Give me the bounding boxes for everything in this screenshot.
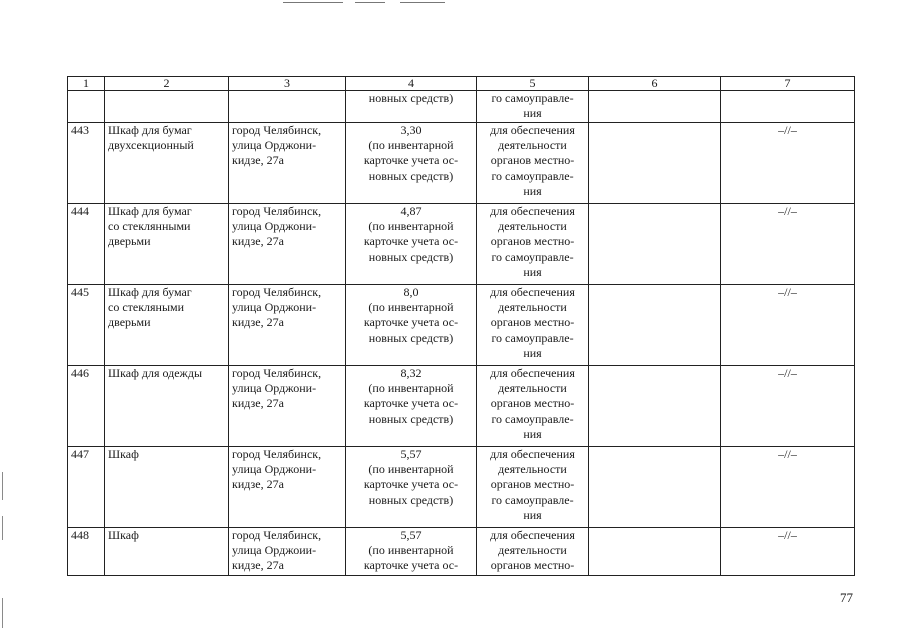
cell-line: город Челябинск, <box>232 447 322 461</box>
table-row <box>68 447 855 528</box>
header-cell-4: 4 <box>346 77 477 91</box>
scan-artifact-line <box>355 2 385 3</box>
cell-line: органов местно- <box>490 477 575 492</box>
cell-line: кидзе, 27а <box>232 234 284 249</box>
cell-line: Шкаф для бумаг <box>108 123 192 137</box>
cell-line: для обеспечения <box>490 366 575 380</box>
cell-line: Шкаф <box>108 528 139 542</box>
cell-line: 8,32 <box>400 366 422 380</box>
cell-line: 4,87 <box>400 204 422 218</box>
cell-line: 5,57 <box>400 447 422 461</box>
item-name-cell <box>105 447 229 528</box>
purpose-cell <box>477 204 589 285</box>
cell-line: ния <box>523 507 542 522</box>
scan-artifact-mark <box>2 516 3 540</box>
cell-line: органов местно- <box>490 558 575 573</box>
cell-line: улица Орджони- <box>232 219 317 234</box>
value-cell <box>346 204 477 285</box>
cell-line: органов местно- <box>490 315 575 330</box>
cell-line: (по инвентарной <box>368 138 454 153</box>
header-cell-1: 1 <box>68 77 105 91</box>
row-number-cell: 445 <box>68 285 105 366</box>
scan-artifact-line <box>400 2 445 3</box>
header-cell-7: 7 <box>721 77 855 91</box>
item-name-cell <box>105 366 229 447</box>
cell-line: го самоуправле- <box>491 168 574 183</box>
cell-line: ния <box>523 426 542 441</box>
cell-line: улица Орджони- <box>232 462 317 477</box>
address-cell <box>229 366 346 447</box>
cell-line: новных средств) <box>368 411 454 426</box>
cell-line: деятельности <box>498 138 567 153</box>
cell-line: дверьми <box>108 315 151 330</box>
cell-line: (по инвентарной <box>368 300 454 315</box>
column-6-cell <box>589 366 721 447</box>
cell-line: карточке учета ос- <box>363 477 459 492</box>
header-cell-2: 2 <box>105 77 229 91</box>
address-cell <box>229 91 346 123</box>
item-name-cell <box>105 123 229 204</box>
column-6-cell <box>589 123 721 204</box>
purpose-cell <box>477 366 589 447</box>
ditto-mark-cell: –//– <box>721 123 855 204</box>
item-name-cell <box>105 204 229 285</box>
header-cell-6: 6 <box>589 77 721 91</box>
value-cell <box>346 528 477 576</box>
cell-line: для обеспечения <box>490 204 575 218</box>
cell-line: город Челябинск, <box>232 285 322 299</box>
cell-line: деятельности <box>498 219 567 234</box>
cell-line: для обеспечения <box>490 447 575 461</box>
cell-line: со стекляными <box>108 300 185 315</box>
cell-line: дверьми <box>108 234 151 249</box>
address-cell <box>229 447 346 528</box>
value-cell <box>346 285 477 366</box>
row-number-cell: 446 <box>68 366 105 447</box>
cell-line: 3,30 <box>400 123 422 137</box>
table-row <box>68 528 855 576</box>
cell-line: Шкаф для одежды <box>108 366 203 380</box>
purpose-cell <box>477 528 589 576</box>
item-name-cell <box>105 528 229 576</box>
header-row <box>68 77 855 91</box>
cell-line: ния <box>523 264 542 279</box>
cell-line: (по инвентарной <box>368 462 454 477</box>
column-6-cell <box>589 528 721 576</box>
table-row <box>68 204 855 285</box>
value-cell <box>346 366 477 447</box>
address-cell <box>229 123 346 204</box>
ditto-mark-cell: –//– <box>721 285 855 366</box>
table-row <box>68 285 855 366</box>
address-cell <box>229 528 346 576</box>
scan-artifact-line <box>283 2 343 3</box>
cell-line: новных средств) <box>368 249 454 264</box>
cell-line: карточке учета ос- <box>363 234 459 249</box>
cell-line: кидзе, 27а <box>232 315 284 330</box>
continuation-row <box>68 91 855 123</box>
cell-line: (по инвентарной <box>368 219 454 234</box>
cell-line: для обеспечения <box>490 528 575 542</box>
cell-line: деятельности <box>498 300 567 315</box>
value-cell <box>346 447 477 528</box>
cell-line: (по инвентарной <box>368 381 454 396</box>
header-cell-5: 5 <box>477 77 589 91</box>
cell-line: карточке учета ос- <box>363 396 459 411</box>
row-number-cell: 447 <box>68 447 105 528</box>
cell-line: ния <box>523 106 542 121</box>
address-cell <box>229 204 346 285</box>
ditto-mark-cell: –//– <box>721 447 855 528</box>
row-number-cell: 448 <box>68 528 105 576</box>
cell-line: новных средств) <box>368 492 454 507</box>
cell-line: город Челябинск, <box>232 366 322 380</box>
cell-line: органов местно- <box>490 153 575 168</box>
purpose-cell <box>477 91 589 123</box>
cell-line: улица Орджони- <box>232 300 317 315</box>
cell-line: деятельности <box>498 381 567 396</box>
cell-line: го самоуправле- <box>491 91 574 105</box>
cell-line: улица Орджони- <box>232 138 317 153</box>
cell-line: 8,0 <box>403 285 419 299</box>
value-cell <box>346 91 477 123</box>
scan-artifact-mark <box>2 598 3 628</box>
cell-line: для обеспечения <box>490 123 575 137</box>
cell-line: карточке учета ос- <box>363 315 459 330</box>
scan-artifact-mark <box>2 472 3 500</box>
cell-line: улица Орджоии- <box>232 543 317 558</box>
cell-line: Шкаф для бумаг <box>108 285 192 299</box>
purpose-cell <box>477 285 589 366</box>
cell-line: улица Орджони- <box>232 381 317 396</box>
cell-line: го самоуправле- <box>491 492 574 507</box>
cell-line: го самоуправле- <box>491 411 574 426</box>
ditto-mark-cell: –//– <box>721 528 855 576</box>
page-number: 77 <box>840 590 853 605</box>
cell-line: кидзе, 27а <box>232 477 284 492</box>
cell-line: Шкаф <box>108 447 139 461</box>
row-number-cell: 444 <box>68 204 105 285</box>
ditto-mark-cell <box>721 91 855 123</box>
cell-line: кидзе, 27а <box>232 558 284 573</box>
cell-line: карточке учета ос- <box>363 153 459 168</box>
cell-line: новных средств) <box>368 91 454 105</box>
item-name-cell <box>105 91 229 123</box>
cell-line: кидзе, 27а <box>232 396 284 411</box>
cell-line: (по инвентарной <box>368 543 454 558</box>
item-name-cell <box>105 285 229 366</box>
address-cell <box>229 285 346 366</box>
ditto-mark-cell: –//– <box>721 366 855 447</box>
inventory-table <box>67 76 855 576</box>
cell-line: со стеклянными <box>108 219 191 234</box>
column-6-cell <box>589 91 721 123</box>
cell-line: го самоуправле- <box>491 330 574 345</box>
cell-line: го самоуправле- <box>491 249 574 264</box>
purpose-cell <box>477 447 589 528</box>
cell-line: для обеспечения <box>490 285 575 299</box>
cell-line: карточке учета ос- <box>363 558 459 573</box>
cell-line: 5,57 <box>400 528 422 542</box>
cell-line: деятельности <box>498 543 567 558</box>
column-6-cell <box>589 285 721 366</box>
cell-line: город Челябинск, <box>232 528 322 542</box>
table-row <box>68 123 855 204</box>
row-number-cell: 443 <box>68 123 105 204</box>
cell-line: органов местно- <box>490 234 575 249</box>
cell-line: органов местно- <box>490 396 575 411</box>
cell-line: Шкаф для бумаг <box>108 204 192 218</box>
cell-line: двухсекционный <box>108 138 194 153</box>
cell-line: ния <box>523 345 542 360</box>
cell-line: новных средств) <box>368 168 454 183</box>
column-6-cell <box>589 447 721 528</box>
value-cell <box>346 123 477 204</box>
purpose-cell <box>477 123 589 204</box>
cell-line: деятельности <box>498 462 567 477</box>
cell-line: кидзе, 27а <box>232 153 284 168</box>
ditto-mark-cell: –//– <box>721 204 855 285</box>
cell-line: новных средств) <box>368 330 454 345</box>
cell-line: город Челябинск, <box>232 204 322 218</box>
cell-line: город Челябинск, <box>232 123 322 137</box>
row-number-cell <box>68 91 105 123</box>
header-cell-3: 3 <box>229 77 346 91</box>
column-6-cell <box>589 204 721 285</box>
cell-line: ния <box>523 183 542 198</box>
table-row <box>68 366 855 447</box>
